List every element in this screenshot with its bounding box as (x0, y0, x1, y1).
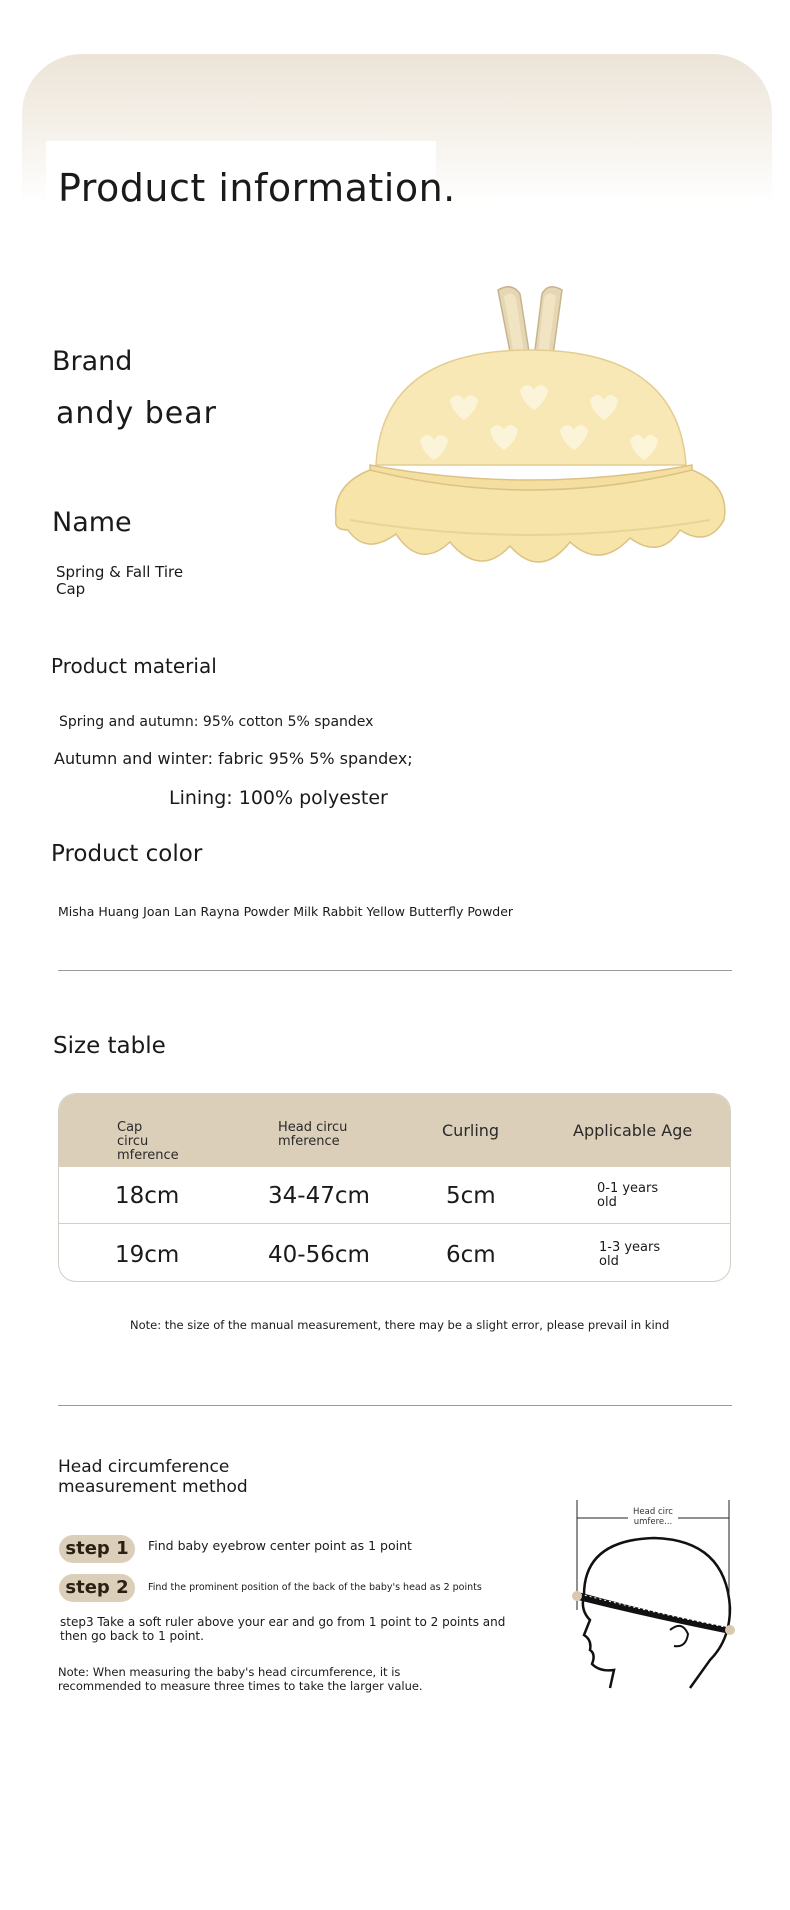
step-3-text: step3 Take a soft ruler above your ear and go from 1 point to 2 points and then go back to 1 point. (60, 1615, 506, 1643)
page-title: Product information. (58, 166, 456, 210)
material-line-2: Autumn and winter: fabric 95% 5% spandex; (54, 749, 413, 768)
name-value: Spring & Fall Tire Cap (56, 563, 184, 598)
row2-cap: 19cm (115, 1242, 180, 1268)
header-applicable-age: Applicable Age (573, 1121, 693, 1140)
color-label: Product color (51, 841, 203, 867)
size-table (58, 1093, 731, 1282)
head-measurement-diagram (570, 1500, 740, 1700)
divider (58, 1405, 732, 1406)
material-line-3: Lining: 100% polyester (169, 787, 388, 809)
step-1-text: Find baby eyebrow center point as 1 point (148, 1538, 412, 1553)
color-value: Misha Huang Joan Lan Rayna Powder Milk Rabbit Yellow Butterfly Powder (58, 904, 514, 919)
row2-head: 40-56cm (268, 1242, 370, 1268)
name-label: Name (52, 507, 132, 538)
step-2-badge: step 2 (59, 1574, 135, 1602)
step-1-badge: step 1 (59, 1535, 135, 1563)
baby-hat-image (330, 280, 730, 610)
divider (58, 970, 732, 971)
diagram-label: Head circ (633, 1507, 673, 1517)
row1-head: 34-47cm (268, 1183, 370, 1209)
measurement-note: Note: When measuring the baby's head circumference, it is recommended to measure three times to take the larger value. (58, 1665, 423, 1693)
row-separator (59, 1223, 730, 1224)
row1-age: 0-1 years old (597, 1181, 659, 1210)
row2-age: 1-3 years old (599, 1240, 661, 1269)
measurement-title: Head circumference measurement method (58, 1457, 248, 1497)
step-2-text: Find the prominent position of the back of the baby's head as 2 points (148, 1582, 482, 1593)
brand-value: andy bear (56, 396, 217, 431)
row2-curling: 6cm (446, 1242, 496, 1268)
material-line-1: Spring and autumn: 95% cotton 5% spandex (59, 714, 374, 730)
row1-curling: 5cm (446, 1183, 496, 1209)
row1-cap: 18cm (115, 1183, 180, 1209)
material-label: Product material (51, 654, 217, 678)
header-head-circumference: Head circu mference (278, 1120, 348, 1149)
svg-text:umfere...: umfere... (633, 1517, 673, 1527)
size-table-title: Size table (53, 1033, 166, 1059)
header-cap-circumference: Cap circu mference (117, 1120, 179, 1163)
size-note: Note: the size of the manual measurement, there may be a slight error, please prevail in kind (130, 1318, 670, 1332)
header-curling: Curling (442, 1121, 500, 1140)
brand-label: Brand (52, 346, 133, 377)
